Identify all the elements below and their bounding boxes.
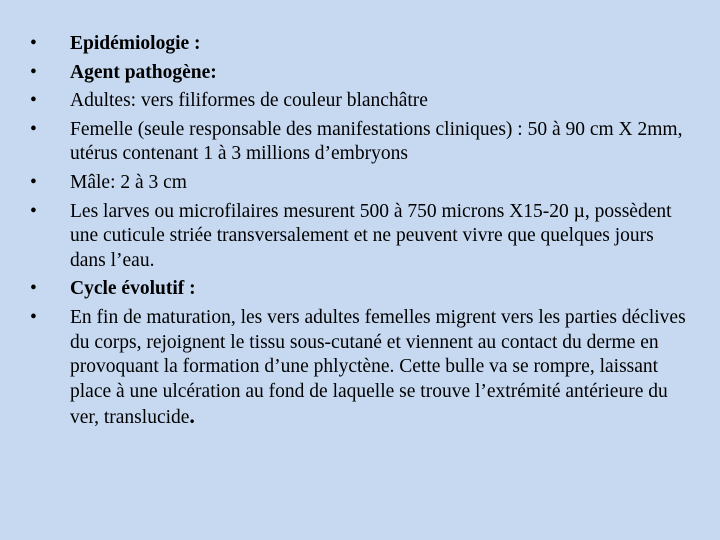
- bullet-item-maturation: [30, 306, 690, 431]
- bullet-item-adultes: [30, 89, 690, 114]
- bullet-icon: [30, 61, 37, 86]
- bullet-text-agent-pathogene: Agent pathogène:: [70, 61, 217, 83]
- bullet-icon: [30, 200, 37, 225]
- bullet-item-epidemiologie: [30, 32, 690, 57]
- bullet-text-larves: Les larves ou microfilaires mesurent 500 à 750 microns X15-20 µ, possèdent une cuticule striée transversalement et ne peuvent vivre que quelques jours dans l’eau.: [70, 200, 672, 271]
- final-period: .: [189, 403, 195, 429]
- bullet-item-male: [30, 171, 690, 196]
- bullet-item-cycle-evolutif: [30, 277, 690, 302]
- bullet-text-adultes: Adultes: vers filiformes de couleur blanchâtre: [70, 90, 428, 112]
- bullet-icon: [30, 32, 37, 57]
- bullet-text-epidemiologie: Epidémiologie :: [70, 33, 201, 54]
- bullet-icon: [30, 306, 37, 331]
- bullet-text-male: Mâle: 2 à 3 cm: [70, 171, 187, 193]
- bullet-icon: [30, 171, 37, 196]
- bullet-item-larves: [30, 200, 690, 274]
- bullet-text-femelle: Femelle (seule responsable des manifestations cliniques) : 50 à 90 cm X 2mm, utérus contenant 1 à 3 millions d’embryons: [70, 118, 683, 165]
- bullet-icon: [30, 277, 37, 302]
- bullet-text-maturation: En fin de maturation, les vers adultes femelles migrent vers les parties déclives du corps, rejoignent le tissu sous-cutané et viennent au contact du derme en provoquant la formation d’une phlyctène. Cette bulle va se rompre, laissant place à une ulcération au fond de laquelle se trouve l’extrémité antérieure du ver, translucide: [70, 306, 686, 429]
- bullet-item-femelle: [30, 118, 690, 167]
- bullet-icon: [30, 118, 37, 143]
- bullet-icon: [30, 89, 37, 114]
- bullet-item-agent-pathogene: [30, 61, 690, 86]
- bullet-list: [30, 32, 690, 431]
- bullet-text-cycle-evolutif: Cycle évolutif :: [70, 278, 196, 300]
